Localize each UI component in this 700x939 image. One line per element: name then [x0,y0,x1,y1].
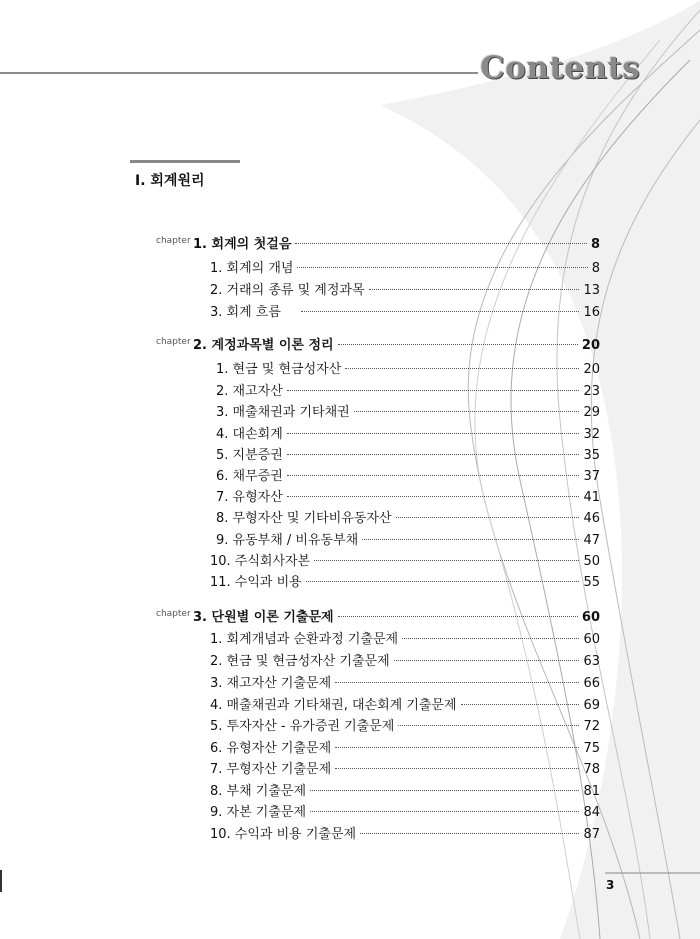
item-title: 7. 무형자산 기출문제 [210,762,332,777]
dot-leader [354,411,580,412]
contents-heading: Contents [480,50,641,86]
dot-leader [297,267,587,268]
dot-leader [306,581,580,582]
item-page: 55 [583,575,600,590]
item-title: 11. 수익과 비용 [210,575,302,590]
item-title: 4. 매출채권과 기타채권, 대손회계 기출문제 [210,698,457,713]
toc-item-row[interactable] [210,260,600,278]
dot-leader [310,811,579,812]
toc-item-row[interactable] [216,510,600,528]
item-title: 10. 주식회사자본 [210,554,311,569]
item-page: 32 [583,427,600,442]
dot-leader [369,289,580,290]
toc-item-row[interactable] [216,489,600,507]
item-page: 75 [583,741,600,756]
item-page: 13 [583,283,600,298]
item-title: 3. 매출채권과 기타채권 [216,405,350,420]
toc-chapter-row[interactable] [193,609,600,627]
dot-leader [287,390,580,391]
item-page: 60 [583,632,600,647]
toc-item-row[interactable] [216,447,600,465]
dot-leader [396,517,580,518]
dot-leader [360,833,579,834]
dot-leader [287,475,580,476]
toc-chapter-row[interactable] [193,236,600,254]
chapter-page: 20 [581,338,600,353]
toc-item-row[interactable] [216,361,600,379]
item-page: 69 [583,698,600,713]
chapter-title: 2. 계정과목별 이론 정리 [193,338,334,353]
dot-leader [461,704,580,705]
toc-item-row[interactable] [216,532,600,550]
chapter-label: chapter [156,236,191,246]
dot-leader [310,790,579,791]
chapter-label: chapter [156,337,191,347]
item-page: 41 [583,490,600,505]
toc-item-row[interactable] [216,404,600,422]
item-title: 5. 투자자산 - 유가증권 기출문제 [210,719,395,734]
toc-item-row[interactable] [210,826,600,844]
chapter-title: 3. 단원별 이론 기출문제 [193,610,334,625]
item-title: 9. 유동부채 / 비유동부채 [216,533,359,548]
item-title: 3. 회계 흐름 [210,305,281,320]
item-title: 6. 채무증권 [216,469,283,484]
item-page: 8 [591,261,600,276]
item-title: 8. 부채 기출문제 [210,784,307,799]
item-page: 63 [583,654,600,669]
item-page: 87 [583,827,600,842]
dot-leader [314,560,579,561]
item-title: 2. 현금 및 현금성자산 기출문제 [210,654,390,669]
item-page: 72 [583,719,600,734]
chapter-label: chapter [156,609,191,619]
dot-leader [338,344,578,345]
toc-chapter-row[interactable] [193,337,600,355]
part-title: Ⅰ. 회계원리 [135,173,205,189]
item-page: 84 [583,805,600,820]
chapter-page: 60 [581,610,600,625]
toc-item-row[interactable] [210,718,600,736]
toc-item-row[interactable] [210,697,600,715]
toc-item-row[interactable] [216,383,600,401]
item-page: 46 [583,511,600,526]
toc-item-row[interactable] [210,653,600,671]
item-title: 10. 수익과 비용 기출문제 [210,827,357,842]
dot-leader [287,454,580,455]
item-title: 8. 무형자산 및 기타비유동자산 [216,511,392,526]
toc-item-row[interactable] [210,553,600,571]
item-title: 9. 자본 기출문제 [210,805,307,820]
toc-item-row[interactable] [210,282,600,300]
dot-leader [335,747,579,748]
item-page: 20 [583,362,600,377]
toc-item-row[interactable] [210,304,600,322]
item-title: 1. 회계개념과 순환과정 기출문제 [210,632,399,647]
item-title: 7. 유형자산 [216,490,283,505]
toc-item-row[interactable] [210,574,600,592]
dot-leader [394,660,580,661]
item-page: 47 [583,533,600,548]
chapter-title: 1. 회계의 첫걸음 [193,237,292,252]
item-title: 6. 유형자산 기출문제 [210,741,332,756]
dot-leader [335,682,579,683]
item-title: 3. 재고자산 기출문제 [210,676,332,691]
dot-leader [338,616,578,617]
dot-leader [287,433,580,434]
page-number: 3 [606,878,615,892]
item-page: 66 [583,676,600,691]
dot-leader [301,311,580,312]
item-page: 29 [583,405,600,420]
margin-mark [0,870,2,892]
item-title: 2. 거래의 종류 및 계정과목 [210,283,365,298]
item-page: 78 [583,762,600,777]
toc-item-row[interactable] [210,631,600,649]
toc-item-row[interactable] [216,426,600,444]
item-title: 1. 회계의 개념 [210,261,294,276]
toc-item-row[interactable] [216,468,600,486]
toc-item-row[interactable] [210,761,600,779]
dot-leader [398,725,579,726]
chapter-page: 8 [590,237,600,252]
item-page: 23 [583,384,600,399]
toc-item-row[interactable] [210,675,600,693]
toc-item-row[interactable] [210,740,600,758]
item-title: 4. 대손회계 [216,427,283,442]
dot-leader [362,539,579,540]
part-underline [130,160,240,163]
item-page: 50 [583,554,600,569]
dot-leader [402,638,579,639]
dot-leader [335,768,579,769]
item-title: 5. 지분증권 [216,448,283,463]
item-page: 37 [583,469,600,484]
dot-leader [345,368,579,369]
item-page: 81 [583,784,600,799]
item-title: 1. 현금 및 현금성자산 [216,362,342,377]
toc-item-row[interactable] [210,783,600,801]
item-page: 16 [583,305,600,320]
dot-leader [287,496,580,497]
item-title: 2. 재고자산 [216,384,283,399]
dot-leader [295,243,587,244]
item-page: 35 [583,448,600,463]
toc-item-row[interactable] [210,804,600,822]
